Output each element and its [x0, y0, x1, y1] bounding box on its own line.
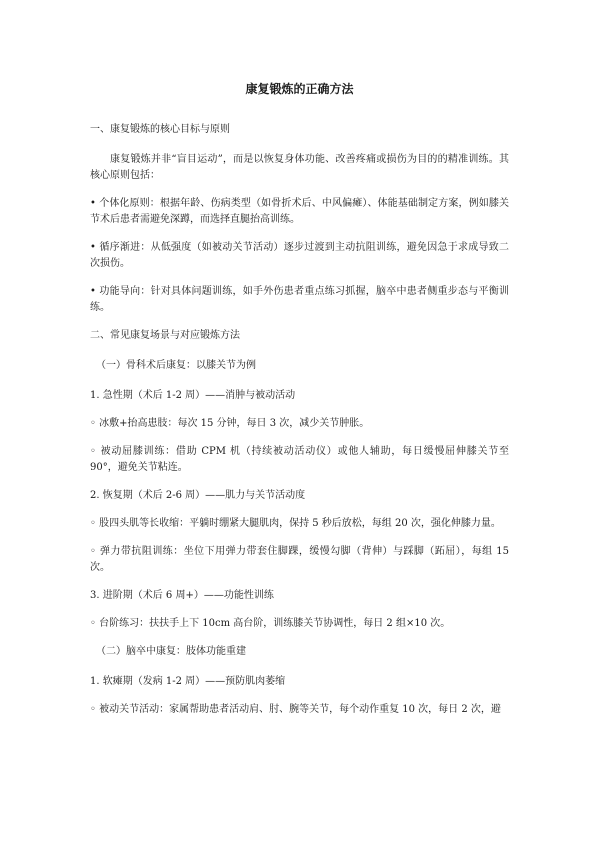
section-heading-goals: 一、康复锻炼的核心目标与原则 [90, 124, 230, 135]
section-heading-scenarios: 二、常见康复场景与对应锻炼方法 [90, 330, 240, 341]
principle-bullet: • 循序渐进：从低强度（如被动关节活动）逐步过渡到主动抗阻训练，避免因急于求成导致二次损伤。 [90, 242, 509, 269]
stage-item: ◦ 弹力带抗阻训练：坐位下用弹力带套住脚踝，缓慢勾脚（背伸）与踩脚（跖屈），每组 15 次。 [90, 546, 509, 573]
stage-item: ◦ 台阶练习：扶扶手上下 10cm 高台阶，训练膝关节协调性，每日 2 组×10 次。 [90, 618, 451, 629]
stage-heading: 2. 恢复期（术后 2-6 周）——肌力与关节活动度 [90, 490, 306, 501]
principle-bullet: • 功能导向：针对具体问题训练，如手外伤患者重点练习抓握，脑卒中患者侧重步态与平衡训练。 [90, 286, 509, 313]
principle-bullet: • 个体化原则：根据年龄、伤病类型（如骨折术后、中风偏瘫）、体能基础制定方案，例如膝关节术后患者需避免深蹲，而选择直腿抬高训练。 [90, 198, 509, 225]
stage-item: ◦ 股四头肌等长收缩：平躺时绷紧大腿肌肉，保持 5 秒后放松，每组 20 次，强化伸膝力量。 [90, 518, 501, 529]
stage-heading: 1. 软瘫期（发病 1-2 周）——预防肌肉萎缩 [90, 676, 286, 687]
subsection-heading-stroke: （二）脑卒中康复：肢体功能重建 [96, 646, 246, 657]
subsection-heading-ortho: （一）骨科术后康复：以膝关节为例 [96, 360, 256, 371]
stage-item: ◦ 冰敷+抬高患肢：每次 15 分钟，每日 3 次，减少关节肿胀。 [90, 418, 370, 429]
stage-item: ◦ 被动关节活动：家属帮助患者活动肩、肘、腕等关节，每个动作重复 10 次，每日 2 次，避 [90, 704, 501, 715]
section-intro: 康复锻炼并非“盲目运动”，而是以恢复身体功能、改善疼痛或损伤为目的的精准训练。其核心原则包括： [90, 154, 509, 181]
stage-heading: 3. 进阶期（术后 6 周+）——功能性训练 [90, 590, 274, 601]
document-title: 康复锻炼的正确方法 [245, 82, 354, 96]
stage-item: ◦ 被动屈膝训练：借助 CPM 机（持续被动活动仪）或他人辅助，每日缓慢屈伸膝关节至 90°，避免关节粘连。 [90, 446, 509, 473]
stage-heading: 1. 急性期（术后 1-2 周）——消肿与被动活动 [90, 390, 296, 401]
